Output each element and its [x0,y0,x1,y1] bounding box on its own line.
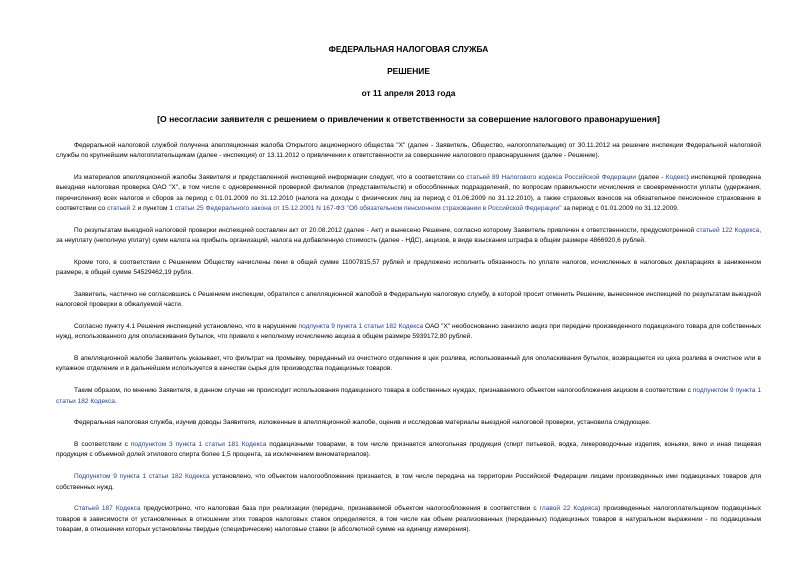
link-article-182-subparagraph-9[interactable]: подпункта 9 пункта 1 статьи 182 Кодекса [298,323,424,331]
link-article-187[interactable]: Статьей 187 Кодекса [74,505,141,513]
paragraph-text: Заявитель, частично не согласившись с Решением инспекции, обратился с апелляционной жалобой в Федеральную налоговую службу, в которой просит отменить Решение, вынесенное инспекцией по результатам выездной налоговой проверки в обжалуемой части. [56,290,761,309]
issuing-authority: ФЕДЕРАЛЬНАЯ НАЛОГОВАЯ СЛУЖБА [328,44,489,54]
paragraph-text: ) инспекцией проведена выездная налоговая проверка ОАО "X", в том числе с одновременной проверкой филиалов (представительств) и обособленных подразделений, по вопросам правильности исчисления и своевременности уплаты (удержания, перечисления) всех налогов и сборов за период с 01.01.2009 по 31.12.2010 (налога на доходы с физических лиц за период с 01.06.2009 по 31.12.2010), а также страховых взносов на обязательное пенсионное страхование в соответствии со [56,174,762,212]
link-article-182-subparagraph-9[interactable]: Подпунктом 9 пункта 1 статьи 182 Кодекса [74,473,210,481]
link-article-2[interactable]: статьей 2 [106,204,136,212]
paragraph-7 [56,354,761,375]
paragraph-5 [56,290,761,311]
paragraph-10 [56,440,761,461]
paragraph-text: установлено, что объектом налогообложения признается, в том числе передача на территории Российской Федерации лицами произведенных ими подакцизных товаров для собственных нужд. [56,473,762,491]
document-date: от 11 апреля 2013 года [361,88,456,98]
paragraph-11 [56,472,761,493]
paragraph-text: , за неуплату (неполную уплату) сумм налога на прибыль организаций, налога на добавленную стоимость (далее - НДС), акцизов, в виде взыскания штрафа в общем размере 4866920,6 рублей. [56,226,762,245]
link-article-122[interactable]: статьей 122 Кодекса [696,226,760,234]
link-federal-law-167[interactable]: статьи 25 Федерального закона от 15.12.2001 N 167-ФЗ "Об обязательном пенсионном страховании в Российской Федерации" [174,204,562,212]
link-article-182-subparagraph-9[interactable]: подпунктом 9 пункта 1 статьи 182 Кодекса [56,387,761,405]
paragraph-6 [56,322,761,343]
document-type: РЕШЕНИЕ [387,66,430,76]
paragraph-12 [56,504,761,535]
paragraph-text: В апелляционной жалобе Заявитель указывает, что фильтрат на промывку, переданный из очистного отделения в цех розлива, использованный для ополаскивания бутылок, возвращается из цеха розлива в очистное или в купажное отделение и в дальнейшем используется в качестве сырья для производства подакцизных товаров. [56,355,761,373]
paragraph-text: Федеральной налоговой службой получена апелляционная жалоба Открытого акционерного общества "X" (далее - Заявитель, Общество, налогоплательщик) от 30.11.2012 на решение инспекции Федеральной налоговой службы по крупнейшим налогоплательщикам (далее - инспекция) от 13.11.2012 о привлечении к ответственности за совершение налогового правонарушения (далее - Решение). [56,142,761,160]
link-article-181-subparagraph-3[interactable]: подпунктом 3 пункта 1 статьи 181 Кодекса [130,441,267,449]
link-tax-code[interactable]: Кодекс [665,174,687,182]
paragraph-text: подакцизными товарами, в том числе признается алкогольная продукция (спирт питьевой, водка, ликероводочные изделия, коньяки, вино и иная пищевая продукция с объемной долей этилового спирта более 1,5 процента, за исключением виноматериалов). [56,441,761,459]
paragraph-text: ОАО "X" необоснованно занизило акциз при передаче произведенного подакцизного товара для собственных нужд, использованного для ополаскивания бутылок, что привело к неполному исчислению акциза в общем размере 5939172,80 рублей. [56,323,761,341]
paragraph-1 [56,141,761,162]
paragraph-text: Согласно пункту 4.1 Решения инспекцией установлено, что в нарушение [74,323,299,331]
paragraph-text: предусмотрено, что налоговая база при реализации (передаче, признаваемой объектом налогообложения в соответствии с [140,505,540,513]
link-tax-code-article-89[interactable]: статьей 89 Налогового кодекса Российской Федерации [466,174,637,182]
paragraph-3 [56,226,761,247]
paragraph-text: В соответствии с [74,441,131,449]
paragraph-2 [56,173,761,214]
paragraph-9 [56,418,761,428]
paragraph-text: Кроме того, в соответствии с Решением Обществу начислены пени в общей сумме 11007815,57 рублей и предложено исполнить обязанность по уплате налогов, исчисленных в налоговых декларациях в заниженном размере, в общей сумме 54529462,19 рубля. [56,258,761,277]
paragraph-4 [56,258,761,279]
paragraph-text: По результатам выездной налоговой проверки инспекцией составлен акт от 20.08.2012 (далее - Акт) и вынесено Решение, согласно которому Заявитель привлечен к ответственности, предусмотренной [74,226,697,234]
paragraph-text: (далее - [636,174,666,182]
document-subject: [О несогласии заявителя с решением о привлечении к ответственности за совершение налогового правонарушения] [157,114,660,124]
paragraph-text: . [114,397,117,405]
paragraph-text: Федеральная налоговая служба, изучив доводы Заявителя, изложенные в апелляционной жалобе, оценив и исследовав материалы выездной налоговой проверки, установила следующее. [74,419,651,427]
link-chapter-22[interactable]: главой 22 Кодекса [539,505,599,513]
paragraph-text: и пунктом 1 [135,204,175,212]
paragraph-text: за период с 01.01.2009 по 31.12.2009. [561,204,679,212]
paragraph-text: ) произведенных налогоплательщиком подакцизных товаров в зависимости от установленных в отношении этих товаров налоговых ставок определяется, в том числе как объем реализованных (переданных) подакцизных товаров в натуральном выражении - по подакцизным товарам, в отношении которых установлены твердые (специфические) налоговые ставки (в абсолютной сумме на единицу измерения). [56,505,762,533]
paragraph-text: Из материалов апелляционной жалобы Заявителя и представленной инспекцией информации следует, что в соответствии со [74,174,467,182]
paragraph-text: Таким образом, по мнению Заявителя, в данном случае не происходит использования подакцизного товара в собственных нуждах, признаваемого объектом налогообложения акцизом в соответствии с [74,387,693,395]
document-body [56,141,761,535]
paragraph-8 [56,386,761,407]
